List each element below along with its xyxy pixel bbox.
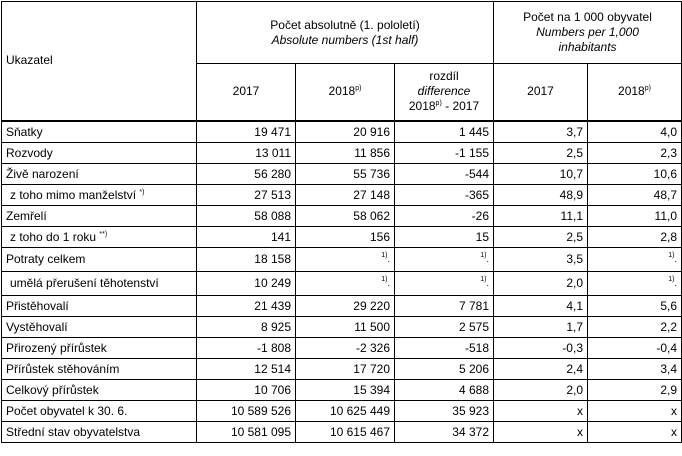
cell-rate-2017: 2,5	[494, 226, 588, 247]
cell-rate-2018: 5,6	[588, 295, 682, 316]
row-label: Přírůstek stěhováním	[2, 358, 197, 379]
cell-difference: 15	[395, 226, 494, 247]
row-label: Zemřelí	[2, 205, 197, 226]
cell-rate-2018: x	[588, 400, 682, 421]
cell-difference: 5 206	[395, 358, 494, 379]
cell-2017: 8 925	[197, 316, 296, 337]
table-row	[2, 205, 682, 226]
cell-rate-2017: 4,1	[494, 295, 588, 316]
demographics-table	[1, 1, 682, 443]
table-row	[2, 337, 682, 358]
cell-rate-2017: 3,5	[494, 247, 588, 271]
cell-2017: 10 581 095	[197, 421, 296, 442]
row-label: Rozvody	[2, 142, 197, 163]
cell-rate-2017: x	[494, 421, 588, 442]
footnote-marker: 1)	[480, 251, 487, 259]
footnote-marker: *)	[139, 188, 145, 196]
row-label: umělá přerušení těhotenství	[2, 271, 197, 295]
row-label: Sňatky	[2, 121, 197, 143]
table-row	[2, 379, 682, 400]
row-label: Počet obyvatel k 30. 6.	[2, 400, 197, 421]
cell-rate-2017: 1,7	[494, 316, 588, 337]
per1000-group-title-en: Numbers per 1,000	[536, 25, 639, 39]
cell-rate-2018: $^{1)}$.	[588, 247, 682, 271]
absolute-group-title-en: Absolute numbers (1st half)	[271, 32, 419, 47]
cell-rate-2018: -0,4	[588, 337, 682, 358]
cell-difference: -26	[395, 205, 494, 226]
col-header-2017-per1000: 2017	[494, 64, 588, 121]
row-label: Přistěhovalí	[2, 295, 197, 316]
cell-2017: 27 513	[197, 184, 296, 205]
cell-2017: 10 706	[197, 379, 296, 400]
cell-2017: 18 158	[197, 247, 296, 271]
cell-2018: -2 326	[296, 337, 395, 358]
cell-difference: $^{1)}$.	[395, 247, 494, 271]
cell-rate-2018: $^{1)}$.	[588, 271, 682, 295]
cell-rate-2018: 48,7	[588, 184, 682, 205]
col-header-2018: 2018$^{p)}$	[296, 64, 395, 121]
cell-rate-2017: 2,0	[494, 379, 588, 400]
row-label: Živě narození	[2, 163, 197, 184]
table-row	[2, 421, 682, 442]
cell-2018: 27 148	[296, 184, 395, 205]
cell-2017: 141	[197, 226, 296, 247]
cell-2017: 19 471	[197, 121, 296, 143]
cell-2018: 20 916	[296, 121, 395, 143]
cell-difference: 35 923	[395, 400, 494, 421]
cell-rate-2018: 10,6	[588, 163, 682, 184]
cell-rate-2018: 2,2	[588, 316, 682, 337]
row-label: Vystěhovalí	[2, 316, 197, 337]
cell-2017: 56 280	[197, 163, 296, 184]
cell-rate-2017: 11,1	[494, 205, 588, 226]
table-row	[2, 184, 682, 205]
cell-rate-2018: 2,9	[588, 379, 682, 400]
cell-2018: 29 220	[296, 295, 395, 316]
table-row	[2, 295, 682, 316]
table-row	[2, 271, 682, 295]
cell-rate-2017: 10,7	[494, 163, 588, 184]
cell-2018: 11 500	[296, 316, 395, 337]
table-row	[2, 316, 682, 337]
row-label: Potraty celkem	[2, 247, 197, 271]
cell-difference: 4 688	[395, 379, 494, 400]
cell-2017: 12 514	[197, 358, 296, 379]
per-1000-group-header	[494, 2, 682, 64]
col-header-difference: rozdíl difference 2018$^{p)}$ - 2017	[395, 64, 494, 121]
cell-2018: $^{1)}$.	[296, 247, 395, 271]
footnote-marker: 1)	[381, 251, 388, 259]
cell-rate-2017: x	[494, 400, 588, 421]
absolute-group-title: Počet absolutně (1. pololetí)	[270, 17, 420, 32]
cell-2018: 58 062	[296, 205, 395, 226]
cell-2017: -1 808	[197, 337, 296, 358]
cell-rate-2018: x	[588, 421, 682, 442]
footnote-marker: 1)	[668, 251, 675, 259]
table-row	[2, 163, 682, 184]
footnote-marker: 1)	[668, 275, 675, 283]
cell-rate-2017: 2,0	[494, 271, 588, 295]
cell-2017: 21 439	[197, 295, 296, 316]
cell-2018: 156	[296, 226, 395, 247]
cell-rate-2017: 3,7	[494, 121, 588, 143]
per1000-group-title-en2: inhabitants	[558, 40, 617, 54]
label-column-header: Ukazatel	[2, 2, 197, 121]
table-row	[2, 400, 682, 421]
cell-rate-2018: 2,3	[588, 142, 682, 163]
cell-difference: 7 781	[395, 295, 494, 316]
cell-rate-2017: 48,9	[494, 184, 588, 205]
row-label: z toho do 1 roku **)	[2, 226, 197, 247]
table-row	[2, 226, 682, 247]
cell-rate-2018: 4,0	[588, 121, 682, 143]
col-header-2017: 2017	[197, 64, 296, 121]
footnote-marker: 1)	[381, 275, 388, 283]
cell-difference: 2 575	[395, 316, 494, 337]
col-header-2018-per1000: 2018$^{p)}$	[588, 64, 682, 121]
cell-difference: -365	[395, 184, 494, 205]
per1000-group-title: Počet na 1 000 obyvatel	[523, 10, 652, 24]
cell-2017: 58 088	[197, 205, 296, 226]
footnote-marker: 1)	[480, 275, 487, 283]
cell-2018: 11 856	[296, 142, 395, 163]
row-label: Střední stav obyvatelstva	[2, 421, 197, 442]
cell-difference: $^{1)}$.	[395, 271, 494, 295]
cell-2018: 10 615 467	[296, 421, 395, 442]
table-row	[2, 142, 682, 163]
cell-rate-2018: 11,0	[588, 205, 682, 226]
footnote-marker: **)	[99, 230, 108, 238]
row-label: z toho mimo manželství *)	[2, 184, 197, 205]
cell-rate-2018: 3,4	[588, 358, 682, 379]
cell-rate-2018: 2,8	[588, 226, 682, 247]
cell-2018: 17 720	[296, 358, 395, 379]
cell-2018: $^{1)}$.	[296, 271, 395, 295]
cell-difference: 1 445	[395, 121, 494, 143]
cell-difference: -518	[395, 337, 494, 358]
cell-2018: 10 625 449	[296, 400, 395, 421]
row-label: Přirozený přírůstek	[2, 337, 197, 358]
table-row	[2, 121, 682, 143]
cell-difference: -544	[395, 163, 494, 184]
row-label: Celkový přírůstek	[2, 379, 197, 400]
cell-2017: 10 589 526	[197, 400, 296, 421]
cell-2018: 55 736	[296, 163, 395, 184]
cell-2017: 13 011	[197, 142, 296, 163]
cell-difference: -1 155	[395, 142, 494, 163]
cell-rate-2017: -0,3	[494, 337, 588, 358]
cell-difference: 34 372	[395, 421, 494, 442]
cell-2018: 15 394	[296, 379, 395, 400]
cell-2017: 10 249	[197, 271, 296, 295]
table-row	[2, 247, 682, 271]
cell-rate-2017: 2,5	[494, 142, 588, 163]
table-row	[2, 358, 682, 379]
absolute-numbers-group-header	[197, 2, 494, 64]
cell-rate-2017: 2,4	[494, 358, 588, 379]
